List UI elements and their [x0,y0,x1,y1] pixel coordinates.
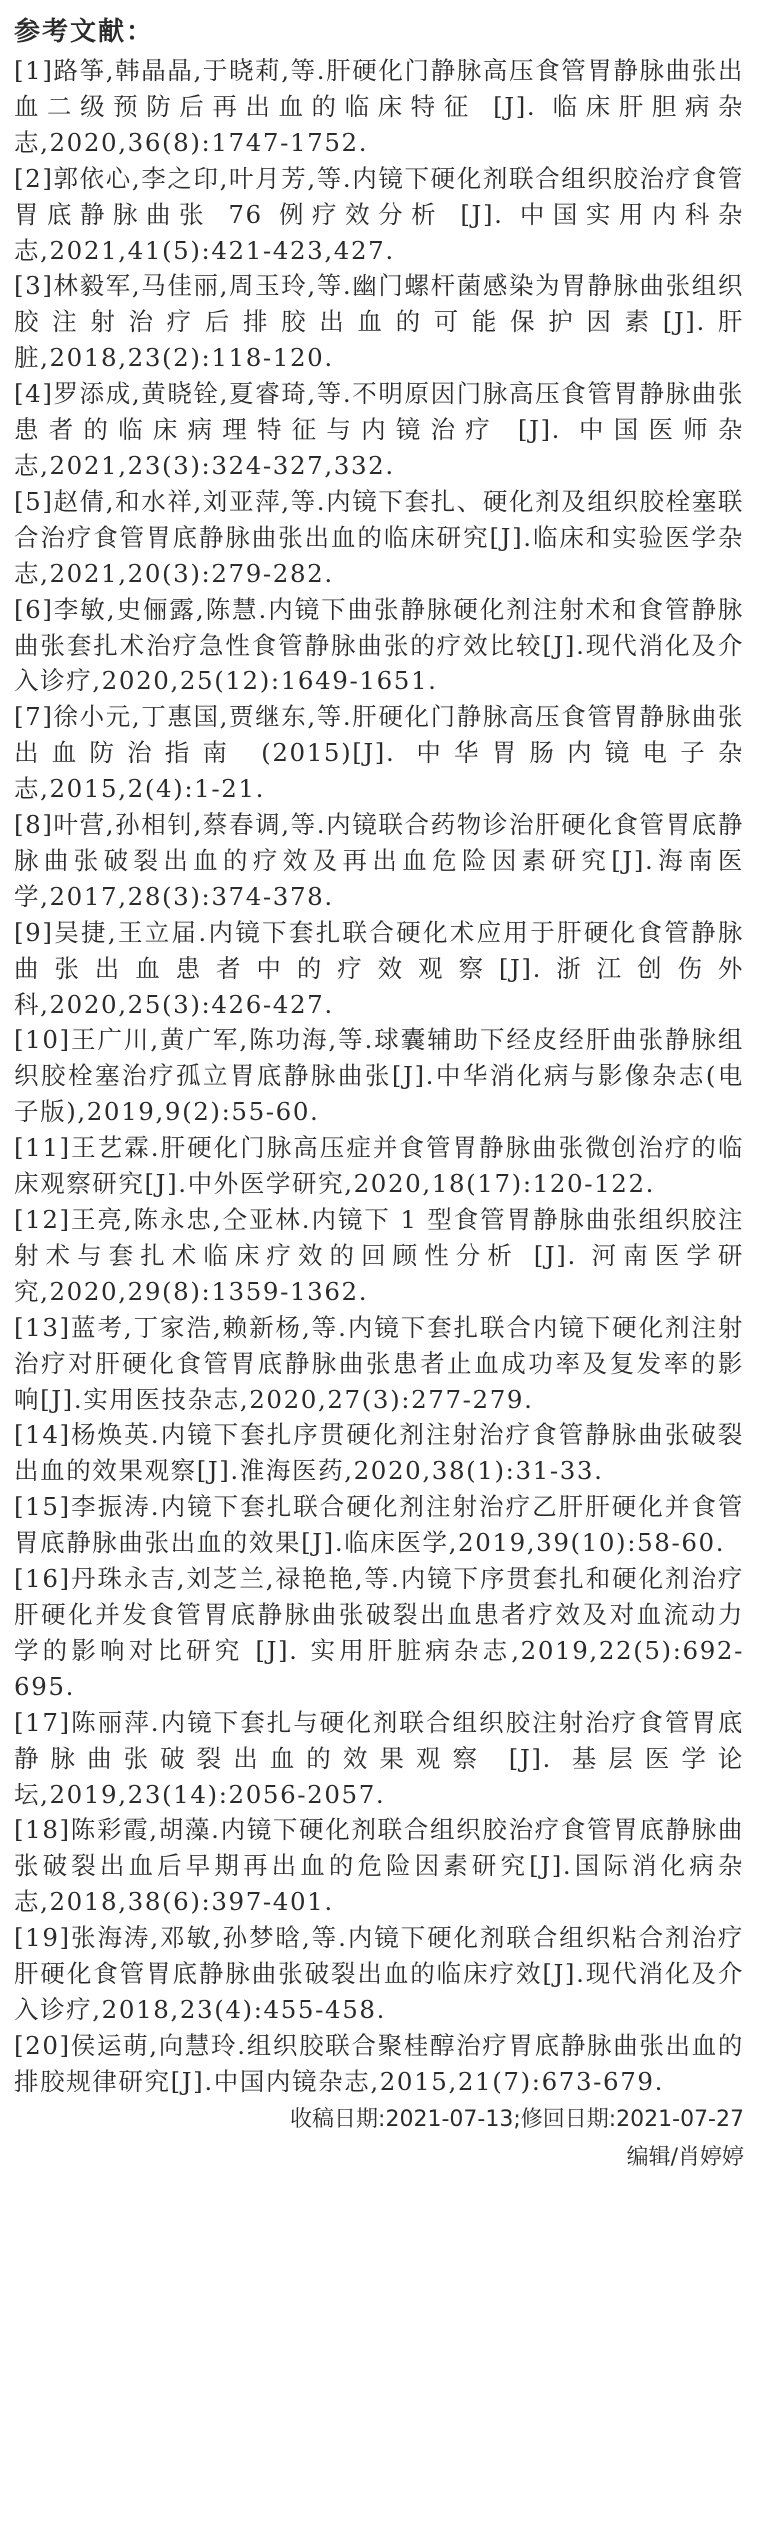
reference-item: [14]杨焕英.内镜下套扎序贯硬化剂注射治疗食管静脉曲张破裂出血的效果观察[J].淮海医药,2020,38(1):31-33. [14,1420,744,1486]
reference-item: [18]陈彩霞,胡藻.内镜下硬化剂联合组织胶治疗食管胃底静脉曲张破裂出血后早期再出血的危险因素研究[J].国际消化病杂志,2018,38(6):397-401. [14,1815,744,1917]
editor-credit: 编辑/肖婷婷 [626,2144,744,2170]
reference-item: [9]吴捷,王立届.内镜下套扎联合硬化术应用于肝硬化食管静脉曲张出血患者中的疗效观察[J].浙江创伤外科,2020,25(3):426-427. [14,917,744,1019]
reference-item: [3]林毅军,马佳丽,周玉玲,等.幽门螺杆菌感染为胃静脉曲张组织胶注射治疗后排胶出血的可能保护因素[J].肝脏,2018,23(2):118-120. [14,271,744,373]
reference-item: [4]罗添成,黄晓铨,夏睿琦,等.不明原因门脉高压食管胃静脉曲张患者的临床病理特征与内镜治疗 [J]. 中国医师杂志,2021,23(3):324-327,332. [14,379,744,480]
reference-item: [2]郭依心,李之印,叶月芳,等.内镜下硬化剂联合组织胶治疗食管胃底静脉曲张 76 例疗效分析 [J]. 中国实用内科杂志,2021,41(5):421-423,427. [14,163,744,265]
reference-item: [12]王亮,陈永忠,仝亚林.内镜下 1 型食管胃静脉曲张组织胶注射术与套扎术临床疗效的回顾性分析 [J]. 河南医学研究,2020,29(8):1359-1362. [14,1205,744,1306]
article-dates: 收稿日期:2021-07-13;修回日期:2021-07-27 [290,2106,744,2132]
reference-item: [15]李振涛.内镜下套扎联合硬化剂注射治疗乙肝肝硬化并食管胃底静脉曲张出血的效果[J].临床医学,2019,39(10):58-60. [14,1492,744,1558]
reference-item: [10]王广川,黄广军,陈功海,等.球囊辅助下经皮经肝曲张静脉组织胶栓塞治疗孤立胃底静脉曲张[J].中华消化病与影像杂志(电子版),2019,9(2):55-60. [14,1025,744,1127]
reference-item: [13]蓝考,丁家浩,赖新杨,等.内镜下套扎联合内镜下硬化剂注射治疗对肝硬化食管胃底静脉曲张患者止血成功率及复发率的影响[J].实用医技杂志,2020,27(3):277-279. [14,1312,744,1414]
reference-list [14,53,744,2100]
reference-item: [11]王艺霖.肝硬化门脉高压症并食管胃静脉曲张微创治疗的临床观察研究[J].中外医学研究,2020,18(17):120-122. [14,1133,744,1199]
reference-item: [1]路筝,韩晶晶,于晓莉,等.肝硬化门静脉高压食管胃静脉曲张出血二级预防后再出血的临床特征 [J]. 临床肝胆病杂志,2020,36(8):1747-1752. [14,56,744,157]
references-heading: 参考文献： [14,17,155,47]
reference-item: [20]侯运萌,向慧玲.组织胶联合聚桂醇治疗胃底静脉曲张出血的排胶规律研究[J].中国内镜杂志,2015,21(7):673-679. [14,2030,744,2096]
reference-item: [16]丹珠永吉,刘芝兰,禄艳艳,等.内镜下序贯套扎和硬化剂治疗肝硬化并发食管胃底静脉曲张破裂出血患者疗效及对血流动力学的影响对比研究 [J]. 实用肝脏病杂志,2019,22(5):692-695. [14,1564,744,1701]
reference-item: [7]徐小元,丁惠国,贾继东,等.肝硬化门静脉高压食管胃静脉曲张出血防治指南 (2015)[J]. 中华胃肠内镜电子杂志,2015,2(4):1-21. [14,702,744,804]
reference-item: [6]李敏,史俪露,陈慧.内镜下曲张静脉硬化剂注射术和食管静脉曲张套扎术治疗急性食管静脉曲张的疗效比较[J].现代消化及介入诊疗,2020,25(12):1649-1651. [14,594,744,696]
reference-item: [8]叶营,孙相钊,蔡春调,等.内镜联合药物诊治肝硬化食管胃底静脉曲张破裂出血的疗效及再出血危险因素研究[J].海南医学,2017,28(3):374-378. [14,810,744,911]
reference-item: [17]陈丽萍.内镜下套扎与硬化剂联合组织胶注射治疗食管胃底静脉曲张破裂出血的效果观察 [J]. 基层医学论坛,2019,23(14):2056-2057. [14,1707,744,1809]
reference-item: [19]张海涛,邓敏,孙梦晗,等.内镜下硬化剂联合组织粘合剂治疗肝硬化食管胃底静脉曲张破裂出血的临床疗效[J].现代消化及介入诊疗,2018,23(4):455-458. [14,1923,744,2024]
reference-item: [5]赵倩,和水祥,刘亚萍,等.内镜下套扎、硬化剂及组织胶栓塞联合治疗食管胃底静脉曲张出血的临床研究[J].临床和实验医学杂志,2021,20(3):279-282. [14,486,744,588]
